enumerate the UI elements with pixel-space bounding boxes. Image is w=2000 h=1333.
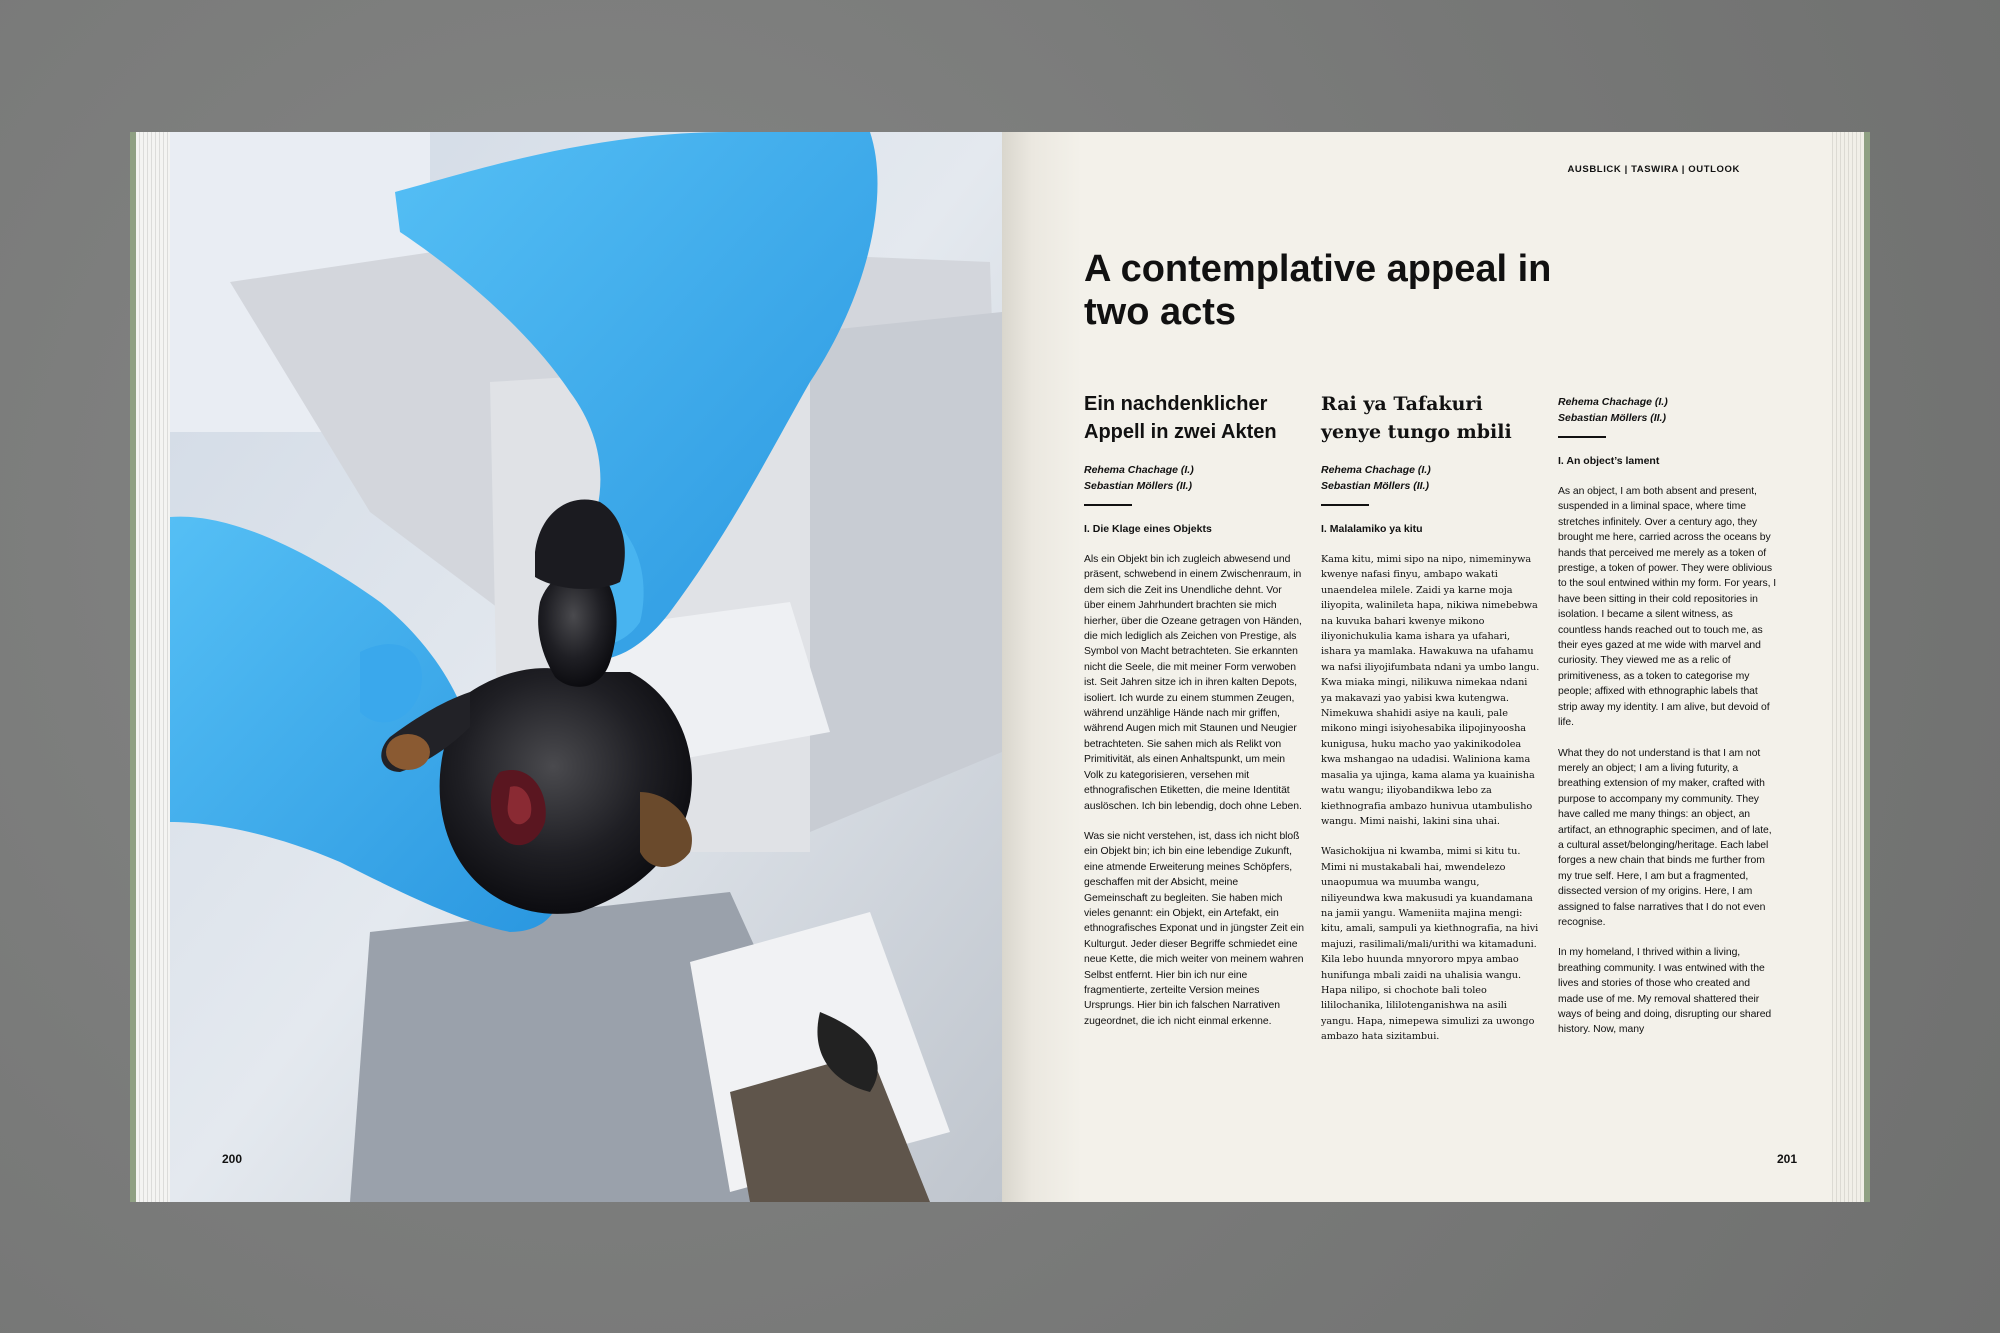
right-page-stack bbox=[1828, 132, 1864, 1202]
column-heading: Ein nachdenklicher Appell in zwei Akten bbox=[1084, 393, 1277, 443]
paragraph: Wasichokijua ni kwamba, mimi si kitu tu. Mimi ni mustakabali hai, mwendelezo unaopumua wa muumba wangu, niliyeundwa kwa makusudi ya kuandamana na jamii yangu. Wameniita majina mengi: kitu, amali, sampuli ya kiethnografia, na hivi majuzi, rasilimali/mali/urithi wa kitamaduni. Kila lebo huunda mnyororo mpya ambao hunifunga mbali zaidi na uhalisia wangu. Hapa nilipo, si chochote bali toleo lililochanika, lililotenganishwa na asili yangu. Hapa, nimepewa simulizi za uwongo ambazo hata sizitambui. bbox=[1321, 846, 1539, 1043]
author-line: Sebastian Möllers (II.) bbox=[1558, 412, 1666, 424]
section-heading: I. Die Klage eines Objekts bbox=[1084, 523, 1212, 535]
author-line: Rehema Chachage (I.) bbox=[1321, 464, 1431, 476]
paragraph: Kama kitu, mimi sipo na nipo, nimeminywa kwenye nafasi finyu, ambapo wakati unaendelea milele. Zaidi ya karne moja iliyopita, walinileta hapa, nikiwa nimebebwa na kuvuka bahari kwenye mikono iliyonichukulia kama ishara ya ufahari, ishara ya mamlaka. Hawakuwa na ufahamu wa nafsi iliyojifumbata ndani ya umbo langu. Kwa miaka mingi, nilikuwa nimekaa ndani ya makavazi yao yabisi kwa kutengwa. Nimekuwa shahidi asiye na kauli, pale mikono mingi isiyohesabika ilipojinyoosha kunigusa, huku macho yao yakinikodolea kwa mshangao na udadisi. Waliniona kama masalia ya ujinga, kama alama ya kuainisha watu wangu; iliyobandikwa lebo za kiethnografia ambazo hunivua utambulisho wangu. Mimi naishi, lakini sina uhai. bbox=[1321, 554, 1540, 827]
author-line: Rehema Chachage (I.) bbox=[1558, 396, 1668, 408]
paragraph: In my homeland, I thrived within a living, breathing community. I was entwined with the lives and stories of those who created and made use of me. My removal shattered their ways of being and doing, disrupting our shared history. Now, many bbox=[1558, 947, 1772, 1036]
article-title: A contemplative appeal in two acts bbox=[1084, 248, 1552, 333]
authors bbox=[1321, 462, 1541, 494]
body-text bbox=[1558, 484, 1778, 1038]
divider-rule bbox=[1321, 504, 1369, 506]
left-page-stack bbox=[136, 132, 172, 1202]
paragraph: Was sie nicht verstehen, ist, dass ich nicht bloß ein Objekt bin; ich bin eine lebendige Zukunft, eine atmende Erweiterung meines Schöpfers, geschaffen mit der Absicht, meine Gemeinschaft zu begleiten. Sie haben mich vieles genannt: ein Objekt, ein Artefakt, ein ethnografisches Exponat und in jüngster Zeit ein Kulturgut. Jeder dieser Begriffe schmiedet eine neue Kette, die mich weiter von meinem wahren Selbst entfernt. Hier bin ich nur eine fragmentierte, zerteilte Version meines Ursprungs. Hier bin ich falschen Narrativen zugeordnet, die ich nicht einmal erkenne. bbox=[1084, 830, 1304, 1027]
page-number-right: 201 bbox=[1777, 1152, 1798, 1166]
body-text bbox=[1084, 552, 1304, 1029]
column-swahili bbox=[1321, 390, 1541, 1060]
open-book bbox=[130, 132, 1870, 1202]
section-heading: I. An object’s lament bbox=[1558, 455, 1660, 467]
page-number-left: 200 bbox=[222, 1152, 243, 1166]
author-line: Rehema Chachage (I.) bbox=[1084, 464, 1194, 476]
right-page bbox=[1002, 132, 1832, 1202]
authors bbox=[1084, 462, 1304, 494]
photo-gloved-hands-figure bbox=[170, 132, 1002, 1202]
author-line: Sebastian Möllers (II.) bbox=[1321, 480, 1429, 492]
divider-rule bbox=[1084, 504, 1132, 506]
running-head: AUSBLICK | TASWIRA | OUTLOOK bbox=[1567, 164, 1740, 175]
section-heading: I. Malalamiko ya kitu bbox=[1321, 523, 1423, 535]
paragraph: Als ein Objekt bin ich zugleich abwesend und präsent, schwebend in einem Zwischenraum, in dem sich die Zeit ins Unendliche dehnt. Vor über einem Jahrhundert brachten sie mich hierher, über die Ozeane getragen von Händen, die mich lediglich als Zeichen von Prestige, als Symbol von Macht betrachteten. Sie erkannten nicht die Seele, die mit meiner Form verwoben ist. Seit Jahren sitze ich in ihren kalten Depots, isoliert. Ich wurde zu einem stummen Zeugen, während unzählige Hände nach mir griffen, während Augen mich mit Staunen und Neugier betrachteten. Sie sahen mich als Relikt von Primitivität, als einen Anhaltspunkt, um mein Volk zu kategorisieren, versehen mit ethnografischen Etiketten, die meine Identität auslöschen. Ich bin lebendig, doch ohne Leben. bbox=[1084, 554, 1302, 812]
column-heading: Rai ya Tafakuri yenye tungo mbili bbox=[1321, 393, 1512, 443]
authors bbox=[1558, 394, 1778, 426]
body-text bbox=[1321, 552, 1541, 1045]
author-line: Sebastian Möllers (II.) bbox=[1084, 480, 1192, 492]
paragraph: As an object, I am both absent and present, suspended in a liminal space, where time stretches infinitely. Over a century ago, they brought me here, carried across the oceans by hands that perceived me merely as a token of prestige, a token of power. They were oblivious to the soul entwined within my form. For years, I have been sitting in their cold repositories in isolation. I became a silent witness, as countless hands reached out to touch me, as their eyes gazed at me wide with marvel and curiosity. They viewed me as a relic of primitiveness, as a token to categorise my people; affixed with ethnographic labels that strip away my identity. I am alive, but devoid of life. bbox=[1558, 486, 1777, 729]
column-german bbox=[1084, 390, 1304, 1044]
column-english bbox=[1558, 394, 1778, 1053]
divider-rule bbox=[1558, 436, 1606, 438]
left-page bbox=[170, 132, 1002, 1202]
paragraph: What they do not understand is that I am not merely an object; I am a living futurity, a breathing extension of my maker, crafted with purpose to accompany my community. They have called me many things: an object, an artifact, an ethnographic specimen, and of late, a cultural asset/belonging/heritage. Each label forges a new chain that binds me further from my true self. Here, I am but a fragmented, dissected version of my origins. Here, I am assigned to false narratives that I do not even recognise. bbox=[1558, 747, 1772, 928]
